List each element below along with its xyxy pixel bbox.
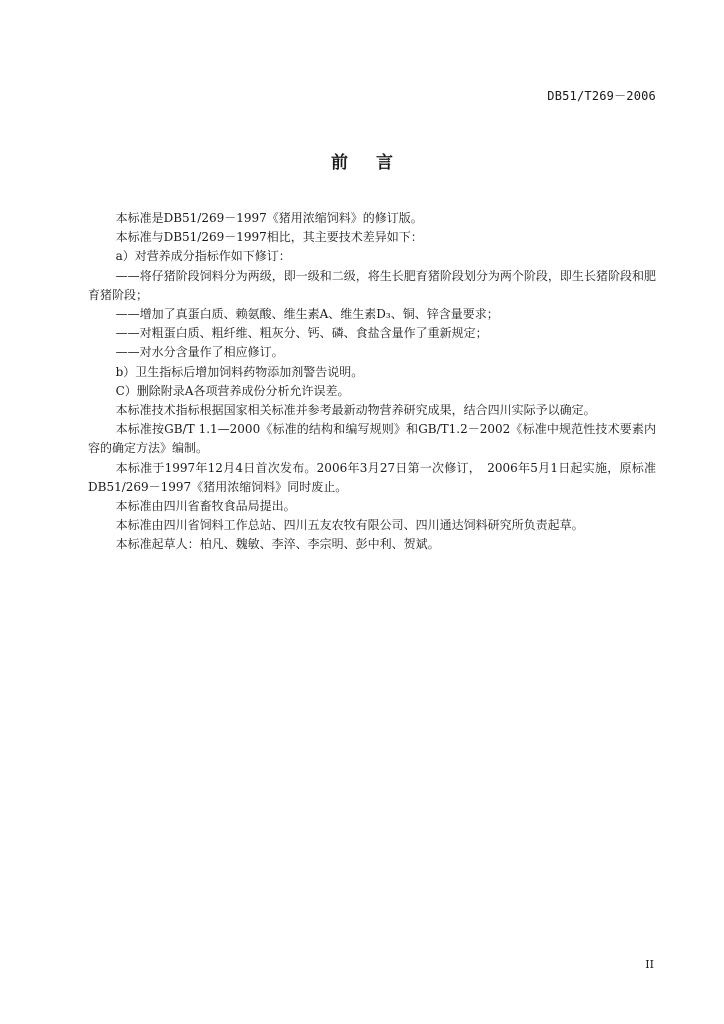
paragraph-item-c: C）删除附录A各项营养成份分析允许误差。 <box>115 383 350 398</box>
page-number: II <box>645 958 654 971</box>
paragraph-publication-history: 本标准于1997年12月4日首次发布。2006年3月27日第一次修订， 2006年5月1日起实施，原标准DB51/269－1997《猪用浓缩饲料》同时废止。 <box>88 460 656 494</box>
paragraph-item-b: b）卫生指标后增加饲料药物添加剂警告说明。 <box>115 364 364 379</box>
paragraph-differences-intro: 本标准与DB51/269－1997相比，其主要技术差异如下： <box>115 230 423 245</box>
paragraph-drafting-rules: 本标准按GB/T 1.1—2000《标准的结构和编写规则》和GB/T1.2－2002《标准中规范性技术要素内容的确定方法》编制。 <box>88 422 656 456</box>
paragraph-dash-stages: ——将仔猪阶段饲料分为两级，即一级和二级，将生长肥育猪阶段划分为两个阶段，即生长猪阶段和肥育猪阶段； <box>88 268 656 302</box>
foreword-body <box>88 209 656 555</box>
paragraph-dash-moisture: ——对水分含量作了相应修订。 <box>115 345 284 360</box>
paragraph-proposer: 本标准由四川省畜牧食品局提出。 <box>115 499 296 514</box>
paragraph-revision-note: 本标准是DB51/269－1997《猪用浓缩饲料》的修订版。 <box>115 211 423 225</box>
paragraph-drafters: 本标准起草人：柏凡、魏敏、李淬、李宗明、彭中利、贺斌。 <box>115 537 440 552</box>
paragraph-drafting-units: 本标准由四川省饲料工作总站、四川五友农牧有限公司、四川通达饲料研究所负责起草。 <box>115 518 584 533</box>
document-code: DB51/T269－2006 <box>547 89 656 103</box>
paragraph-technical-basis: 本标准技术指标根据国家相关标准并参考最新动物营养研究成果，结合四川实际予以确定。 <box>115 403 596 418</box>
paragraph-dash-added: ——增加了真蛋白质、赖氨酸、维生素A、维生素D₃、铜、锌含量要求； <box>115 307 499 322</box>
paragraph-item-a: a）对营养成分指标作如下修订： <box>115 249 291 264</box>
paragraph-dash-redefined: ——对粗蛋白质、粗纤维、粗灰分、钙、磷、食盐含量作了重新规定； <box>115 326 488 341</box>
page-title: 前言 <box>331 153 421 173</box>
